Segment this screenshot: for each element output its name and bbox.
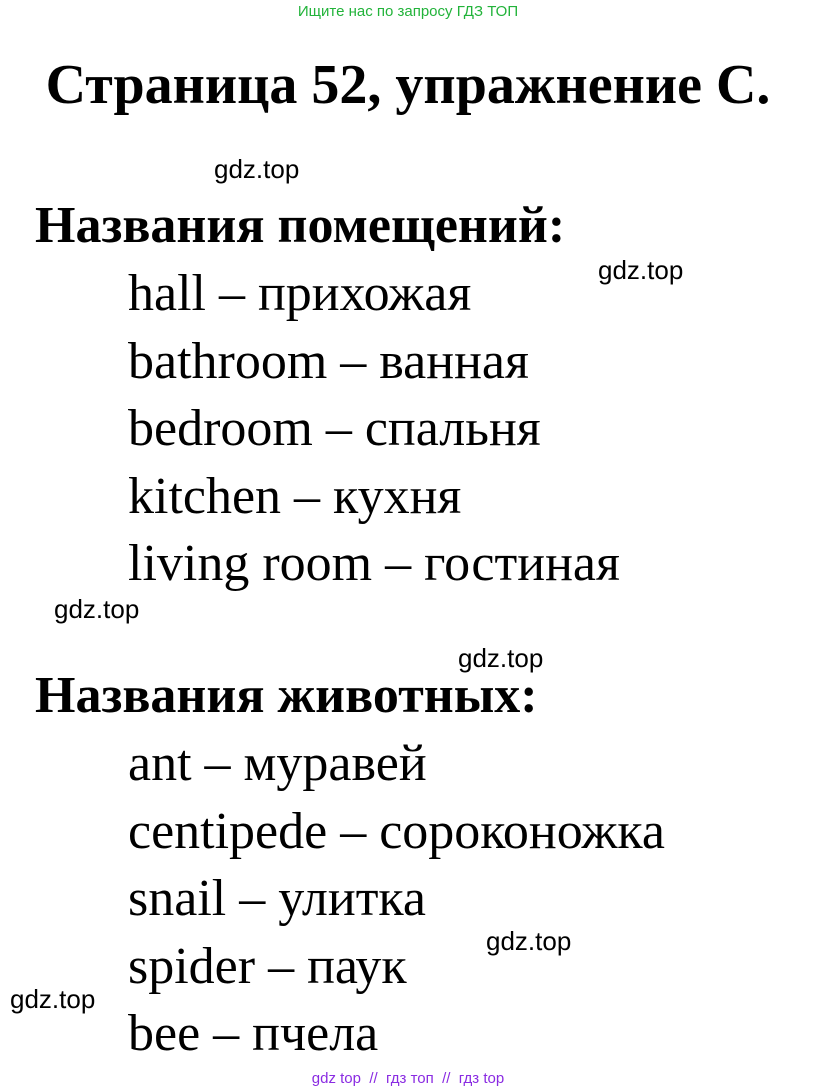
watermark: gdz.top: [214, 154, 300, 184]
list-item: living room – гостиная: [128, 535, 620, 592]
list-item: bee – пчела: [128, 1005, 379, 1062]
list-item: spider – паук: [128, 937, 407, 995]
animals-list: [128, 730, 665, 1068]
rooms-list: [128, 260, 620, 598]
list-item: bedroom – спальня: [128, 400, 541, 457]
list-item: bathroom – ванная: [128, 332, 529, 390]
top-banner[interactable]: Ищите нас по запросу ГДЗ ТОП: [297, 3, 519, 20]
rooms-heading: Названия помещений:: [35, 197, 566, 254]
animals-heading: Названия животных:: [35, 667, 538, 724]
watermark: gdz.top: [54, 594, 140, 624]
watermark: gdz.top: [458, 643, 544, 673]
bottom-banner[interactable]: gdz top // гдз топ // гдз top: [311, 1070, 505, 1087]
list-item: ant – муравей: [128, 735, 427, 792]
watermark: gdz.top: [10, 984, 96, 1014]
watermark: gdz.top: [598, 255, 684, 285]
list-item: centipede – сороконожка: [128, 802, 665, 860]
watermark: gdz.top: [486, 926, 572, 956]
page-title: Страница 52, упражнение C.: [45, 54, 771, 116]
list-item: kitchen – кухня: [128, 467, 462, 525]
list-item: snail – улитка: [128, 870, 426, 927]
list-item: hall – прихожая: [128, 265, 472, 322]
